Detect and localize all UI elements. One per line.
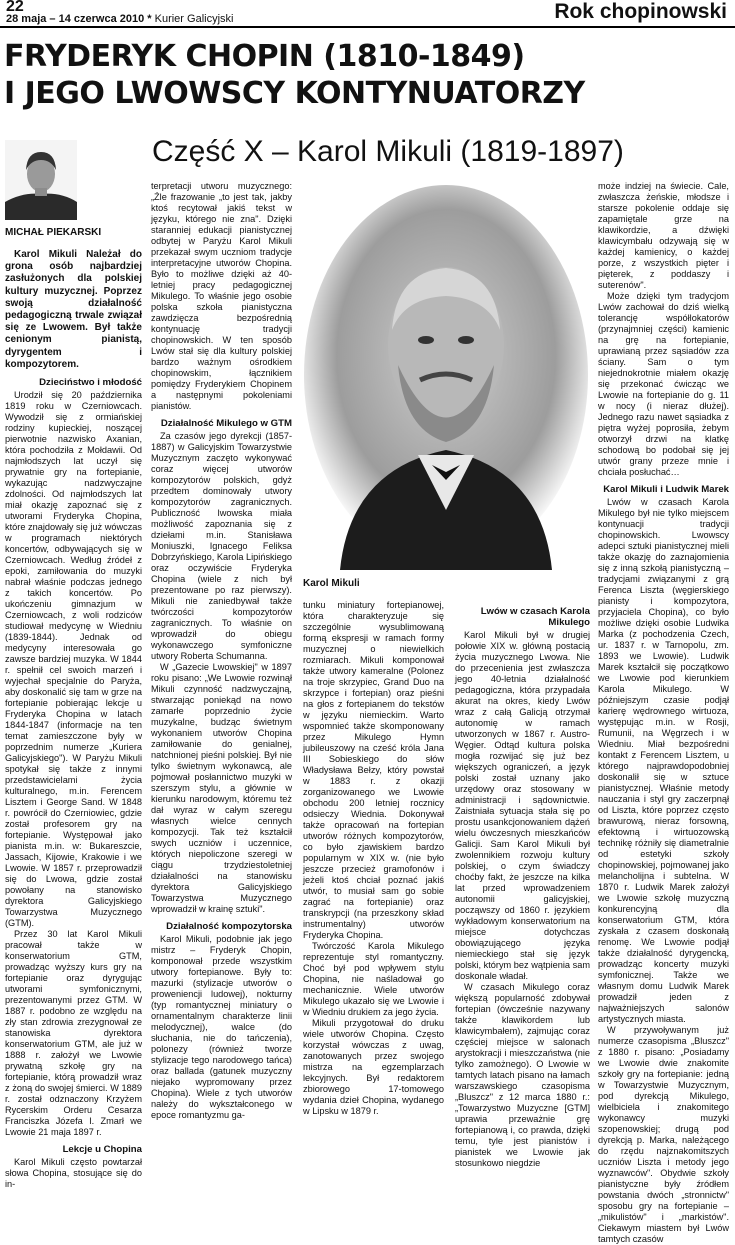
paragraph: może indziej na świecie. Cale, zwłaszcza żeńskie, młodsze i starsze pokolenie oddaje się zapamiętale grze na klawikordzie, a dźwięki klawicymbału odzywają się w każdej kamienicy, o każdej porze, z wszystkich pięter i pięterek, z poddaszy i suterenów".	[598, 181, 729, 290]
page-header	[0, 0, 735, 28]
headline-line-2: I JEGO LWOWSCY KONTYNUATORZY	[4, 76, 585, 111]
author-name: MICHAŁ PIEKARSKI	[5, 227, 102, 238]
headline-line-1: FRYDERYK CHOPIN (1810-1849)	[4, 39, 525, 74]
paragraph: Karol Mikuli, podobnie jak jego mistrz – Fryderyk Chopin, komponował przede wszystkim utwory fortepianowe. Były to: mazurki (stylizacje utworów o proweniencji ludowej), nokturny (typ romantycznej miniatury o ornamentalnym charakterze linii melodycznej), walce (do słuchania, nie do tańczenia), polonezy (również tworze stylizacje tego narodowego tańca) oraz ballada (gatunek muzyczny niejako wypromowany przez Chopina). Wiele z tych utworów należy do wykształconego w epoce romantyzmu ga-	[151, 934, 292, 1120]
paragraph: Urodził się 20 października 1819 roku w Czerniowcach. Wywodził się z ormiańskiej rodziny kupieckiej, noszącej pierwotnie nazwisko Axanian, która pochodziła z Mołdawii. Od najmłodszych lat uczył się prywatnie gry na fortepianie, wykazując nadzwyczajne zdolności. Od najmłodszych lat miał okazję zapoznać się z utworami Fryderyka Chopina, które znajdowały się już wówczas w programach niektórych koncertów, odbywających się w Czerniowcach. Według źródeł z epoki, zamiłowania do muzyki nabrał właśnie podczas jednego z takich koncertów. Po ukończeniu gimnazjum w Czerniowcach, z woli rodziców studiował medycynę w Wiedniu (1839-1844). Jednak od medycyny interesowała go zawsze bardziej muzyka. W 1844 r. spełnił cel swoich marzeń i wyjechał specjalnie do Paryża, aby doskonalić się tam w grze na fortepianie pobierając lekcje u Fryderyka Chopina w latach 1844-1847 (informacje na ten temat zamieszczone były w poprzednim numerze „Kuriera Galicyjskiego"). W Paryżu Mikuli spotykał się także z innymi przedstawicielami życia kulturalnego, m.in. Ferencem Lisztem i George Sand. W 1848 r. powrócił do Czerniowiec, gdzie został profesorem gry na fortepianie. Występował jako pianista m.in. w: Bukareszcie, Jassach, Kijowie, Krakowie i we Lwowie. W 1857 r. przeprowadził się do Lwowa, gdzie został powołany na stanowisko dyrektora Galicyjskiego Towarzystwa Muzycznego (GTM).	[5, 390, 142, 929]
column-2	[151, 181, 292, 1121]
publication-name: Kurier Galicyjski	[154, 13, 234, 25]
subheading-composition: Działalność kompozytorska	[166, 921, 292, 932]
paragraph: Za czasów jego dyrekcji (1857-1887) w Galicyjskim Towarzystwie Muzycznym zaczęto wykonywać coraz więcej utworów kompozytorów polskich, gdyż przedtem dominowały utwory kompozytorów zagranicznych. Publiczność lwowska miała możliwość zapoznania się z dziełami m.in. Stanisława Moniuszki, Ignacego Feliksa Dobrzyńskiego, Karola Lipińskiego oraz oczywiście Fryderyka Chopina (wiele z nich był prezentowane po raz pierwszy). Mikuli nie zaniedbywał także twórczości kompozytorów zagranicznych. To właśnie on wprowadził do obiegu wykonawczego symfoniczne utwory Roberta Schumanna.	[151, 431, 292, 661]
paragraph: terpretacji utworu muzycznego: „Źle frazowanie „to jest tak, jakby ktoś recytował jakiś tekst w języku, którego nie zna". Dzięki staranniej edukacji pianistycznej odbytej w Paryżu Karol Mikuli przekazał swym uczniom tradycje interpretacyjne utworów Chopina. Było to możliwe dzięki aż 40-letniej pracy pedagogicznej Mikulego. To właśnie jego osobie polska szkoła pianistyczna zawdzięcza bezpośrednią kontynuację tradycji chopinowskich. W ten sposób Lwów stał się dla kultury polskiej bardzo ważnym ośrodkiem chopinowskim, łącznikiem pomiędzy Fryderykiem Chopinem a następnymi pokoleniami pianistów.	[151, 181, 292, 411]
column-3	[303, 600, 444, 1117]
paragraph: W przywoływanym już numerze czasopisma „Bluszcz" z 1880 r. pisano: „Posiadamy we Lwowie dwie znakomite szkoły gry na fortepianie: jedną w Towarzystwie Muzycznym, pod dyrekcją Mikulego, wielbiciela i znakomitego wykonawcy muzyki szopenowskiej; drugą pod dyrekcją p. Marka, należącego do rzędu najznakomitszych uczniów Liszta i metody jego wyznawców". Obydwie szkoły pianistyczne były źródłem powstania dwóch „stronnictw" sposobu gry na fortepianie – „mikulistów" i „markistów". Ciekawym miastem był Lwów tamtych czasów	[598, 1025, 729, 1244]
lead-paragraph: Karol Mikuli Należał do grona osób najbardziej zasłużonych dla polskiej kultury muzycznej. Poprzez swoją działalność pedagogiczną trwale związał się ze Lwowem. Był także cenionym pianistą, dyrygentem i kompozytorem.	[5, 249, 142, 370]
subheading-gtm: Działalność Mikulego w GTM	[160, 418, 292, 429]
paragraph: Karol Mikuli był w drugiej połowie XIX w. główną postacią życia muzycznego Lwowa. Nie do przecenienia jest zwłaszcza jego 40-letnia działalność pedagogiczna, która przypadała akurat na okres, kiedy Lwów wraz z całą Galicją otrzymał autonomię w ramach utworzonych w 1867 r. Austro-Węgier. Odtąd kultura polska mogła rozwijać się już bez większych ograniczeń, a język polski został uznany jako urzędowy oraz stosowany w administracji i sądownictwie. Zaistniała sytuacja stała się po prostu usankcjonowaniem dążeń wielu ówczesnych mieszkańców Galicji. Sam Karol Mikuli był zwolennikiem rozwoju kultury polskiej, o czym świadczy choćby fakt, że jeszcze na kilka lat przed wprowadzeniem autonomii galicyjskiej, począwszy od 1860 r. językiem wykładowym konserwatorium na miejsce dotychczas obowiązującego języka niemieckiego stał się język polski, którym bez wątpienia sam doskonale władał.	[455, 630, 590, 981]
column-4	[455, 600, 590, 1169]
column-5	[598, 181, 729, 1245]
photo-caption: Karol Mikuli	[303, 578, 360, 589]
paragraph: Mikuli przygotował do druku wiele utworów Chopina. Często korzystał wówczas z uwag, zanotowanych przez swojego mistrza na egzemplarzach lekcyjnych. Był redaktorem zbiorowego 17-tomowego wydania dzieł Chopina, wydanego w Lipsku w 1879 r.	[303, 1018, 444, 1116]
subheadline: Część X – Karol Mikuli (1819-1897)	[152, 135, 624, 168]
paragraph: Karol Mikuli często powtarzał słowa Chopina, stosujące się do in-	[5, 1157, 142, 1190]
page-number: 22	[6, 0, 24, 15]
subheading-lviv: Lwów w czasach Karola Mikulego	[480, 606, 590, 628]
section-title: Rok chopinowski	[554, 0, 727, 23]
paragraph: W czasach Mikulego coraz większą popularność zdobywał fortepian (ówcześnie nazywany także klawikordem lub klawicymbałem), zajmując coraz częściej miejsce w salonach arystokracji i mieszczaństwa (nie tylko zamożnego). O Lwowie w tamtych latach pisano na łamach warszawskiego czasopisma „Bluszcz" z 12 marca 1880 r.: „Towarzystwo Muzyczne [GTM] uprawia przeważnie grę fortepianową i, co prawda, dzięki temu, tyle jest pianistów i pianistek we Lwowie jak stosunkowo niegdzie	[455, 982, 590, 1168]
paragraph: Może dzięki tym tradycjom Lwów zachował do dziś wielką tolerancję współlokatorów (przynajmniej części) kamienic na grę na fortepianie, uprawianą przez sąsiadów zza ściany. Sam o tym niejednokrotnie miałem okazję się przekonać ćwicząc we Lwowie na fortepianie do g. 11 w nocy (i nieraz dłużej). Jednego razu nawet sąsiadka z piętra wyżej poprosiła, żebym otworzył drzwi na klatkę schodową bo podobał się jej utwór grany przeze mnie i chciała posłuchać…	[598, 291, 729, 477]
paragraph: W „Gazecie Lwowskiej" w 1897 roku pisano: „We Lwowie rozwinął Mikuli czynność nadzwyczajną, stwarzając poniekąd na nowo zamarłe poprzednio życie muzykalne, budząc świetnym wykonaniem utworów Chopina zamiłowanie do genialnej, natchnionej pieśni polskiej. Był nie tylko świetnym wykonawcą, ale pojmował posłannictwo muzyki w szerszym stylu, a głównie w kierunku narodowym, któremu też dał wyraz w całym szeregu własnych wielce cennych kompozycji. Tak też kształcił swych uczniów i uczennice, których niepoliczone szeregi w ciągu trzydziestoletniej działalności na stanowisku dyrektora Galicyjskiego Towarzystwa Muzycznego wprowadził w krainę sztuki".	[151, 662, 292, 914]
column-1	[5, 249, 142, 1190]
author-portrait	[5, 140, 77, 220]
subheading-lessons: Lekcje u Chopina	[62, 1144, 142, 1156]
subheading-marek: Karol Mikuli i Ludwik Marek	[603, 484, 729, 495]
issue-date: 28 maja – 14 czerwca 2010 *	[6, 13, 152, 25]
paragraph: Lwów w czasach Karola Mikulego był nie tylko miejscem kontynuacji tradycji chopinowskich. Lwowscy adepci sztuki pianistycznej mieli także okazję do zaznajomienia się z inną szkołą pianistyczną – tradycjami związanymi z grą Ferenca Liszta (węgierskiego pianisty i kompozytora, przyjaciela Chopina), co było możliwe dzięki osobie Ludwika Marka (z pochodzenia Czech, ur. 1837 r. w Tarnopolu, zm. 1893 we Lwowie). Ludwik Marek kształcił się początkowo we Lwowie pod kierunkiem Karola Mikulego. W późniejszym czasie podjął karierę wędrownego wirtuoza, występując m.in. w Rosji, Rumunii, na Węgrzech i w Wiedniu. Miał bezpośredni kontakt z Ferencem Lisztem, u którego najprawdopodobniej doskonalił się w sztuce pianistycznej. Właśnie metody nauczania i styl gry zaczerpnął od Liszta, które poprzez często brawurową, nieraz forsowną, efektowną i wirtuozowską technikę różniły się diametralnie od estetyki szkoły chopinowskiej, pojmowanej jako melancholijna i subtelna. W 1870 r. Ludwik Marek założył we Lwowie szkołę muzyczną konkurencyjną dla konserwatorium GTM, która zyskała z czasem doskonałą renomę. We Lwowie podjął także działalność dyrygencką, prowadząc koncerty muzyki symfonicznej. Także we własnym domu Ludwik Marek prowadził jeden z najważniejszych salonów artystycznych miasta.	[598, 497, 729, 1024]
issue-date-line	[6, 13, 233, 25]
photo-karol-mikuli	[300, 180, 592, 570]
subheading-childhood: Dzieciństwo i młodość	[39, 377, 142, 389]
paragraph: Przez 30 lat Karol Mikuli pracował także w konserwatorium GTM, prowadząc wyższy kurs gry na fortepianie oraz dyrygując utworami symfonicznymi, prezentowanymi przez GTM. W 1887 r. podobno ze względu na zły stan zdrowia zrezygnował ze stanowiska dyrektora konserwatorium GTM, ale już w 1888 r. założył we Lwowie prywatną szkołę gry na fortepianie, którą prowadził wraz z żoną do swojej śmierci. W 1889 r. został odznaczony Krzyżem Rycerskim Orderu Cesarza Franciszka Józefa I. Zmarł we Lwowie 21 maja 1897 r.	[5, 929, 142, 1138]
paragraph: Twórczość Karola Mikulego reprezentuje styl romantyczny. Choć był pod wpływem stylu Chopina, nie naśladował go mechanicznie. Wiele utworów Mikulego ukazało się we Lwowie i w Wiedniu drukiem za jego życia.	[303, 941, 444, 1017]
paragraph: tunku miniatury fortepianowej, która charakteryzuje się szczególnie wysublimowaną formą ekspresji w ramach formy muzycznej o niewielkich rozmiarach. Mikuli komponował także utwory kameralne (Polonez na troje skrzypiec, Grand Duo na skrzypce i fortepian) oraz pieśni na głos z fortepianem do tekstów w języku niemieckim. Warto wspomnieć także skomponowany przez Mikulego Hymn jubileuszowy na cześć króla Jana III Sobieskiego do słów Władysława Bełzy, który powstał w 1883 r. z okazji zorganizowanego we Lwowie obchodu 200 letniej rocznicy odsieczy Wiednia. Dokonywał także opracowań na fortepian utworów różnych kompozytorów, co było zjawiskiem bardzo popularnym w XIX w. (nie było jeszcze przecież gramofonów i jeżeli ktoś chciał poznać jakiś utwór, to musiał sam go sobie zagrać na fortepianie) oraz transkrypcji (na przeszkony skład instrumentalny) utworów Fryderyka Chopina.	[303, 600, 444, 940]
